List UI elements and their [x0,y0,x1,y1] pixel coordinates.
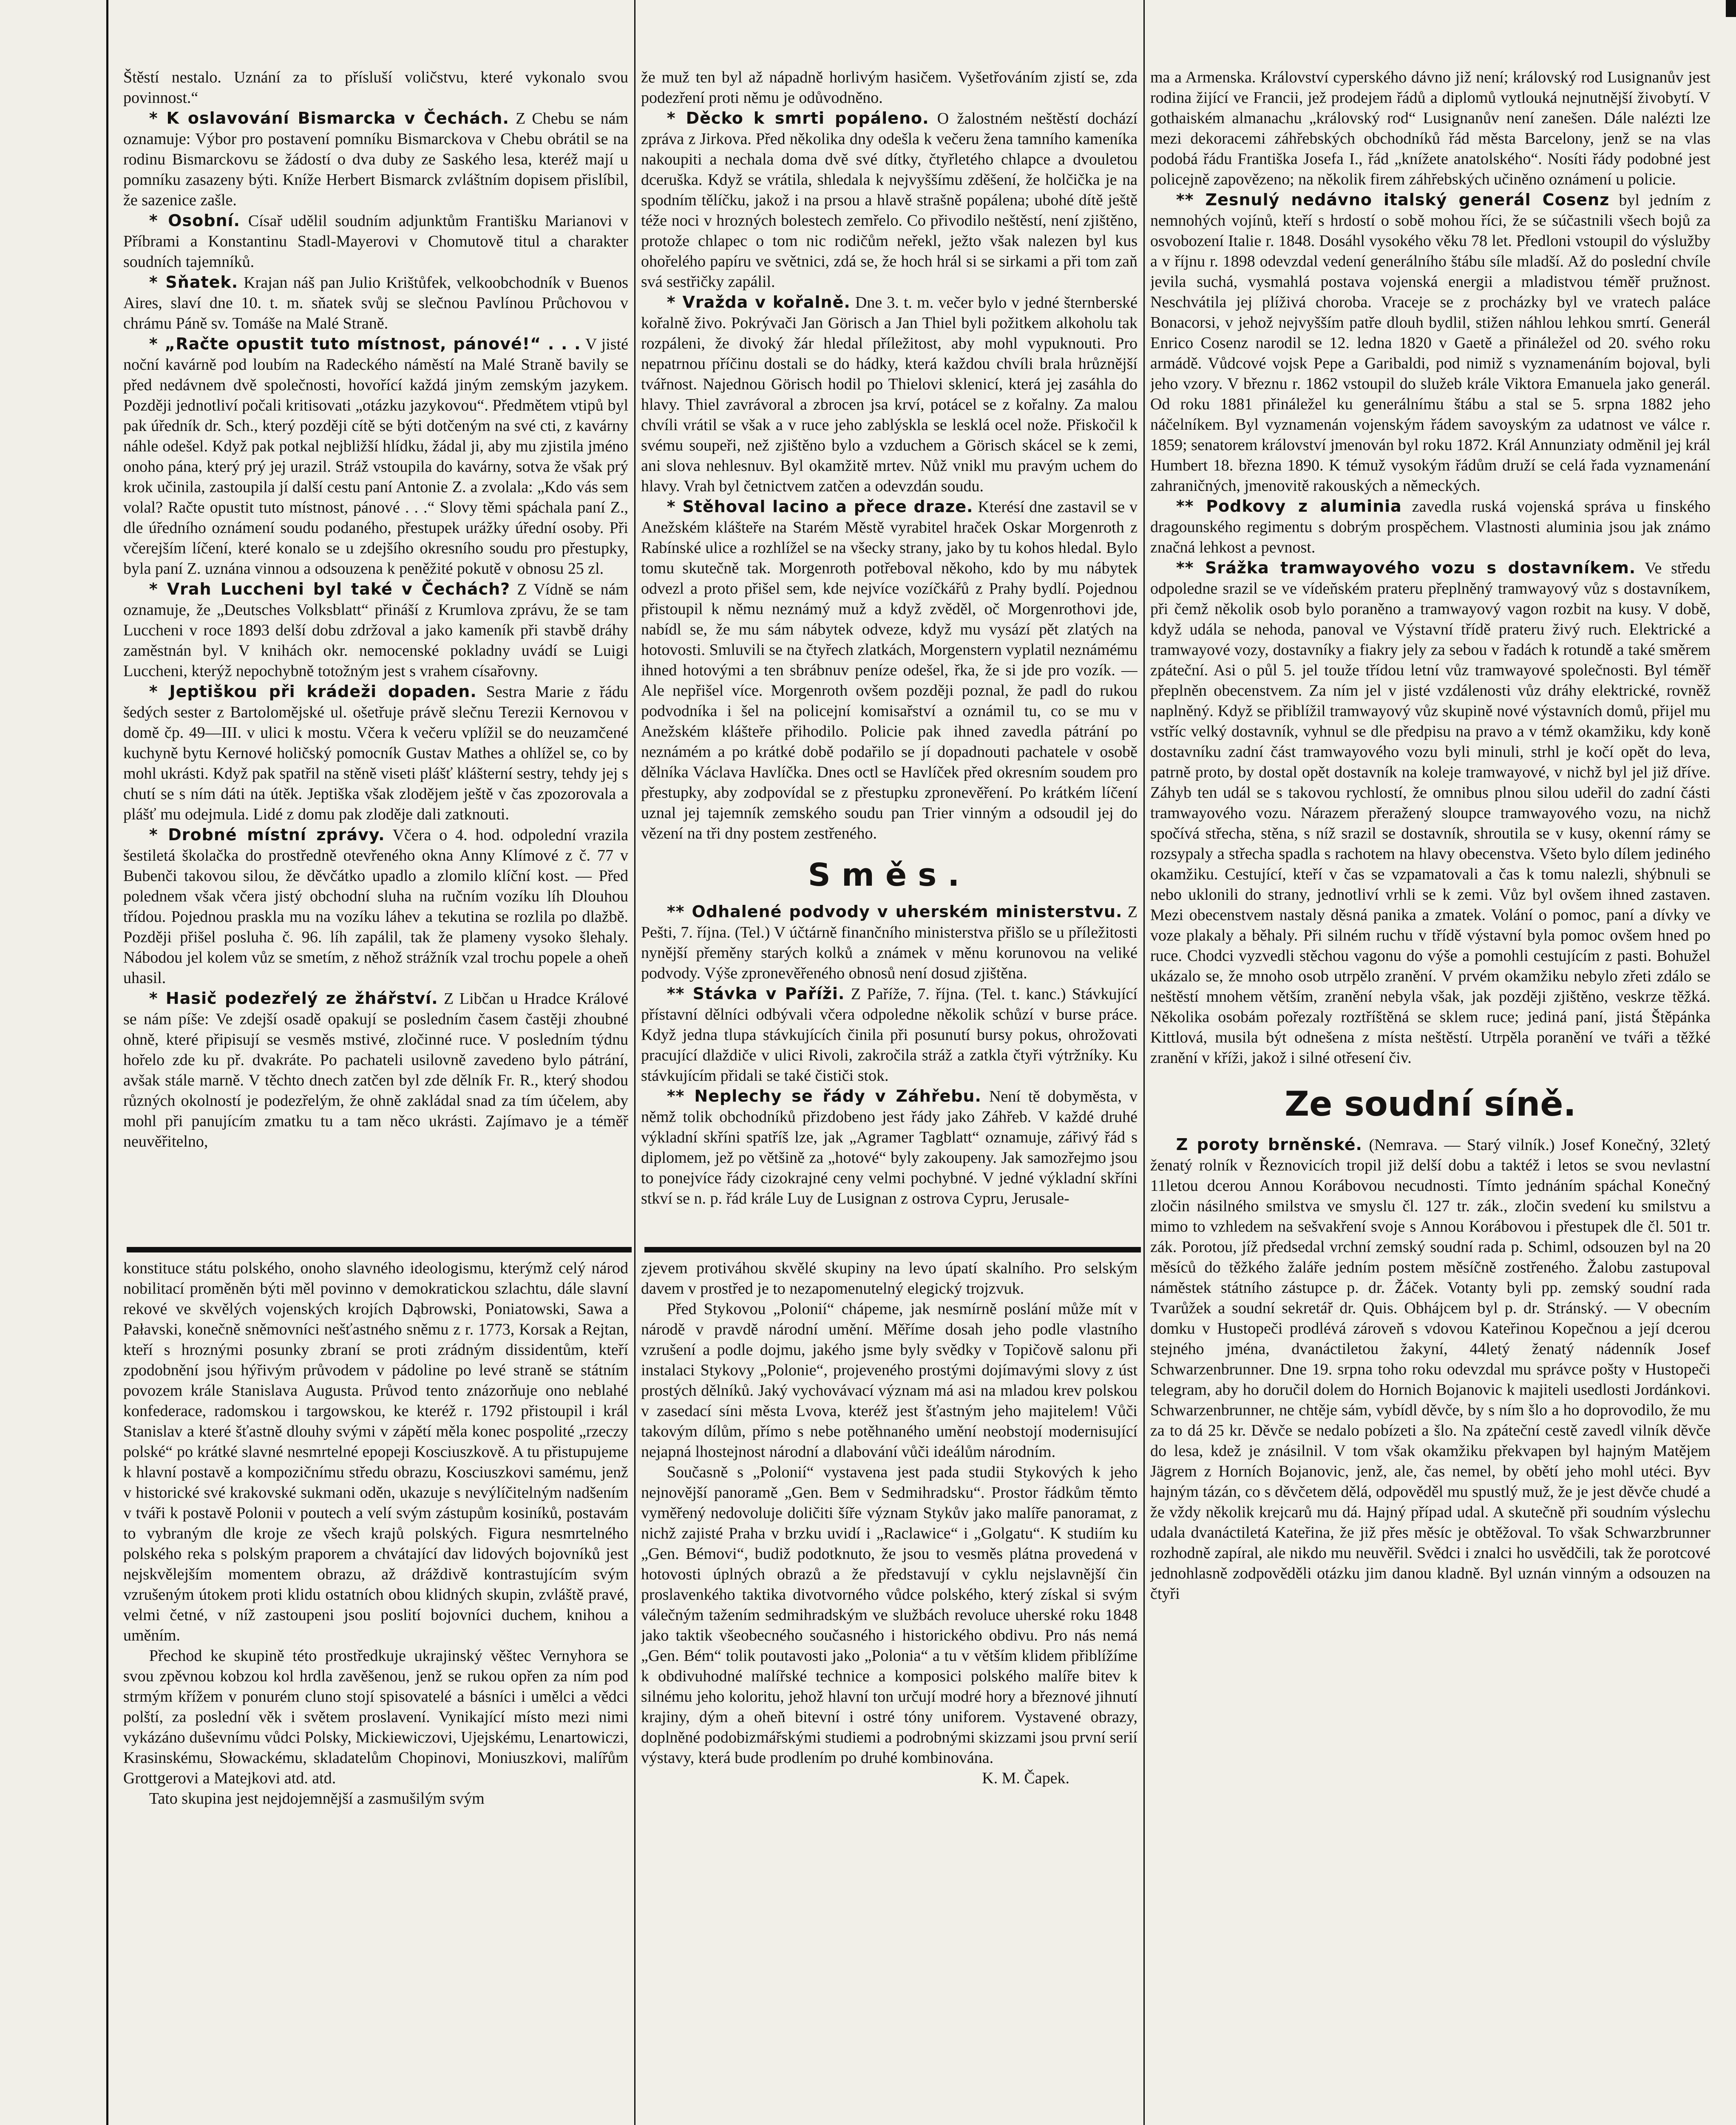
news-item [641,1086,1137,1209]
column-divider-2 [1143,0,1145,2125]
news-item-heading: ** Stávka v Paříži. [667,984,845,1003]
news-item-heading: * Vrah Luccheni byl také v Čechách? [149,580,511,598]
news-item-text: Z Paříže, 7. října. (Tel. t. kanc.) Stávkující přístavní dělníci odbývali včera odpoledne několik schůzí v burse práce. Když jedna tlupa stávkujících činila při posunutí bursy pokus, ohrožovati pracující dlaždiče v ulici Rivoli, zakročila stráž a zatkla čtyři výtržníky. Ku stávkujícím přidali se také čističi stok. [641,985,1137,1085]
news-item [641,1462,1137,1768]
news-item-text: Není tě dobyměsta, v němž tolik obchodníků přizdobeno jest řády jako Záhřeb. V každé druhé výkladní skříni spatříš lze, jak „Agramer Tagblatt“ oznamuje, zářivý řád s diplomem, jež po většině za „hotové“ byly zakoupeny. Jak samozřejmo jsou to ponejvíce řády cizokrajné ceny velmi pochybné. V jedné výkladní skříni stkví se n. p. řád krále Luy de Lusignan z ostrova Cypru, Jerusale- [641,1088,1137,1207]
news-item-heading: * Stěhoval lacino a přece draze. [667,497,973,516]
column-1-top [123,67,628,1244]
news-item-text: Současně s „Polonií“ vystavena jest pada studii Stykových k jeho nejnovější panoramě „Gen. Bem v Sedmihradsku“. Prostor řádkům těmto vyměřený nedovoluje doličiti šíře význam Stykův jako malíře panoramat, z nichž zajisté Praha v brzku uvidí i „Raclawice“ i „Golgatu“. K studiím ku „Gen. Bémovi“, budiž podotknuto, že jsou to vesměs plátna provedená v hotovosti úplných obrazů a že představují v cyklu nejslavnější čin proslavenkého taktika divotvorného vůdce polského, který získal si svým válečným tažením sedmihradským ve službách revoluce uherské roku 1848 jako taktik všeobecného současného i historického obdivu. Pro nás nemá „Gen. Bém“ tolik poutavosti jako „Polonia“ a tu v větším klidem přiblížíme k obdivuhodné malířské technice a komposici polského malíře bitev k silnému jeho koloritu, jehož hlavní ton určují modré hory a březnové jihnutí krajiny, dým a oheň bitevní i ostré tóny uniforem. Vystavené obrazy, doplněné podobizmářskými studiemi a podrobnými skizzami jsou první serií výstavy, která bude prodlením po druhé kombinována. [641,1463,1137,1767]
news-item-text: Z Libčan u Hradce Králové se nám píše: Ve zdejší osadě opakují se posledním časem častěji zhoubné ohně, které připisují se vesměs mstivé, zločinné ruce. V posledním týdnu hořelo zde ku př. dvakráte. Po pachateli usilovně zavedeno bylo pátrání, avšak stále marně. V těchto dnech zatčen byl zde dělník Fr. R., který shodou různých okolností je podezřelým, že ohně zakládal snad za tím účelem, aby mohl při panujícím zmatku tu a tam něco ukrásti. Zajímavo je a téměř neuvěřitelno, [123,990,628,1150]
news-item-text: (Nemrava. — Starý vilník.) Josef Konečný, 32letý ženatý rolník v Řeznovicích tropil již delší dobu a taktéž i letos se svou nevlastní 11letou dcerou Annou Korábovou necudnosti. Tímto jednáním spáchal Konečný zločin násilného smilstva ve smyslu čl. 127 tr. zák., zločin svedení ku smilstvu a mimo to vzhledem na sešvakření svoje s Annou Korábovou i přestupek dle čl. 501 tr. zák. Porotou, jíž předsedal vrchní zemský soudní rada p. Schiml, odsouzen byl na 20 měsíců do těžkého žaláře jedním postem měsíčně zostřeného. Žalobu zastupoval náměstek státního zástupce p. dr. Žáček. Votanty byli pp. zemský soudní rada Tvarůžek a soudní sekretář dr. Quis. Obhájcem byl p. dr. Stránský. — V obecním domku v Hustopeči prodlévá zároveň s vdovou Kateřinou Kopečnou a její dcerou stejného jména, dvanáctiletou žakyní, 44letý ženatý nádenník Josef Schwarzenbrunner. Dne 19. srpna toho roku odevzdal mu správce pošty v Hustopeči telegram, aby ho doručil dolem do Hornich Bojanovic k majiteli usedlosti Jordánkovi. Schwarzenbrunner, ne chtěje sám, vybídl děvče, by s ním šlo a ho doprovodilo, že mu za to dá 25 kr. Děvče se nedalo pobízeti a šlo. Na zpáteční cestě zavedl vilník děvče do lesa, kdež je znásilnil. V tom však okamžiku překvapen byl hajným Matějem Jägrem z Horních Bojanovic, jenž, ale, čas nemel, by obětí jeho mohl utéci. Byv hajným tázán, co s děvčetem dělá, odpověděl mu spustlý muž, že je jest děvče chudé a že vždy několik krejcarů mu dá. Hajný případ udal. A skutečně při soudním výslechu udala dvanáctiletá Kateřina, že již přes měsíc je obtěžoval. To však Schwarzbrunner rozhodně zapíral, ale nikdo mu neuvěřil. Svědci i znalci ho usvědčili, tak že porotcové jednohlasně zodpověděli otázku jim danou kladně. Byl uznán vinným a odsouzen na čtyři [1150,1136,1710,1603]
news-item [123,108,628,210]
news-item [123,1258,628,1646]
section-rule [127,1247,632,1252]
news-item [123,681,628,824]
column-1-feuilleton [123,1258,628,2125]
news-item-text: Sestra Marie z řádu šedých sester z Bartolomějské ul. ošetřuje právě slečnu Terezii Kernovou v domě čp. 49—III. v ulici k mostu. Včera k večeru vplížil se do neuzamčené kuchyně bytu Kernové holičský pomocník Gustav Mathes a ohlížel se, co by mohl ukrásti. Když pak spatřil na stěně viseti plášť klášterní sestry, tehdy jej s chutí se s ním dáti na útěk. Jeptiška však zlodějem ještě v čas zpozorovala a plášť mu odejmula. Lidé z domu pak zloděje dali zatknouti. [123,683,628,823]
news-item [123,67,628,108]
column-3 [1150,67,1710,2125]
news-item-heading: ** Odhalené podvody v uherském ministerstvu. [667,902,1123,921]
news-item [641,108,1137,292]
news-item-heading: * Hasič podezřelý ze žhářství. [149,989,438,1008]
column-2-top [641,67,1137,1244]
news-item-heading: * Sňatek. [149,273,238,292]
news-item [641,1258,1137,1299]
section-heading-court: Ze soudní síně. [1285,1084,1576,1124]
news-item-text: Přechod ke skupině této prostředkuje ukrajinský věštec Vernyhora se svou zpěvnou kobzou kol hrdla zavěšenou, jenž se rukou opřen za ním pod strmým křížem v ponurém cluno stojí spisovatelé a básníci i umělci a vědci polští, za poslední věk i světem proslavení. Vynikající místo mezi nimi vykázáno duševnímu vůdci Polsky, Mickiewiczovi, Ujejskému, Lenartowiczi, Krasinskému, Słowackému, skladatelům Chopinovi, Moniuszkovi, malířům Grottgerovi a Matejkovi atd. atd. [123,1647,628,1787]
news-item [641,67,1137,108]
news-item-text: Dne 3. t. m. večer bylo v jedné šternberské kořalně živo. Pokrývači Jan Görisch a Jan Thiel byli požitkem alkoholu tak rozpáleni, že divoký žár hledal příležitost, aby mohl vypuknouti. Pro nepatrnou příčinu dostali se do hádky, která každou chvíli brala hrůznější tvářnost. Najednou Görisch hodil po Thielovi sklenicí, která jej zasáhla do hlavy. Thiel zavrávoral a zbrocen jsa krví, potácel se z kořalny. Za malou chvíli vrátil se však a v ruce jeho zablýskla se lesklá ocel nože. Přiskočil k svému soupeři, než zjištěno bylo a vzduchem a Görisch skácel se k zemi, ani slova nehlesnuv. Byl okamžitě mrtev. Nůž vnikl mu pravým uchem do hlavy. Vrah byl četnictvem zatčen a odevzdán soudu. [641,294,1137,495]
news-item-text: O žalostném neštěstí dochází zpráva z Jirkova. Před několika dny odešla k večeru žena tamního kameníka nakoupiti a nechala doma dvě své dítky, čtyřletého chlapce a dvouletou dceruška. Když se vrátila, shledala k nejvyššímu zděšení, že holčička je na spodním tělíčku, jakož i na prsou a hlavě strašně popálena; ubohé dítě ještě téže noci v hrozných bolestech zemřelo. Co přivodilo neštěstí, není zjištěno, protože chlapec o tom nic rodičům neřekl, ježto však nalezen byl kus ohořelého papíru ve světnici, zdá se, že hoch hrál si se sirkami a při tom zaň svá sestřičky zapálil. [641,110,1137,291]
news-item-heading: * „Račte opustit tuto místnost, pánové!“ . . . [149,334,581,353]
left-page-edge [106,0,108,2125]
news-item-text: Krajan náš pan Julio Krištůfek, velkoobchodník v Buenos Aires, slaví dne 10. t. m. sňatek svůj se slečnou Pavlínou Průchovou v chrámu Páně sv. Tomáše na Malé Straně. [123,274,628,332]
section-heading-smes: Směs. [808,857,971,893]
news-item-heading: ** Zesnulý nedávno italský generál Cosenz [1176,190,1610,209]
news-item-text: Z Chebu se nám oznamuje: Výbor pro postavení pomníku Bismarckova v Chebu obrátil se na rodinu Bismarckovu se žádostí o dva duby ze Saského lesa, kteréž mají u pomníku zasazeny býti. Kníže Herbert Bismarck zvláštním dopisem přislíbil, že sazenice zašle. [123,110,628,209]
news-item [123,988,628,1152]
news-item-heading: ** Neplechy se řády v Záhřebu. [667,1087,981,1105]
news-item [123,334,628,579]
news-item-text: Ve středu odpoledne srazil se ve vídeňském prateru přeplněný tramwayový vůz s dostavníkem, při čemž několik osob bylo poraněno a tramwayový vagon rozbit na kusy. V době, když udála se nehoda, panoval ve Výstavní třídě prateru živý ruch. Elektrické a tramwayové vozy, dostavníky a fiakry jely za sebou v řadách k rotundě a také směrem zpáteční. Asi o půl 5. jel touže třídou letní vůz tramwayové společnosti. Byl téměř přeplněn obecenstvem. Za ním jel v jisté vzdálenosti vůz dráhy elektrické, rovněž naplněný. Když se přiblížil tramwayový vůz skupině nové výstavních domů, přijel mu vstříc velký dostavník, vyhnul se dle předpisu na pravo a v témž okamžiku, kdy koně dostavníku zadní část tramwayového vozu byli minuli, strhl je kočí opět do leva, patrně proto, by dostal opět dostavník na koleje tramwayové, v nichž byl jel již dříve. Záhyb ten udál se s takovou rychlostí, že omnibus plnou silou udeřil do zadní části tramwayového vozu. Nárazem přeražený sloupce tramwayového vozu, na nichž spočívá střecha, stěna, s níž srazil se dostavník, shroutila se v kusy, okenní rámy se rozsypaly a střecha spadla s rachotem na hlavy obecenstva. Všeto bylo dílem jediného okamžiku. Cestující, kteří v čas se vzpamatovali a čas k tomu nalezli, shýbnuli se nebo uklonili do strany, jednotliví vrhli se k zemi. Vůz byl ovšem ihned zastaven. Mezi obecenstvem nastaly děsná panika a zmatek. Volání o pomoc, paní a dívky ve voze plakaly a běhaly. Při silném ruchu v třídě výstavní byla pomoc ovšem hned po ruce. Chodci vyzvedli stěchou vagonu do výše a pomohli cestujícím z pasti. Bohužel ukázalo se, že mnoho osob utrpělo zranění. V prvém okamžiku nebylo zřeti zdálo se neštěstí mnohem větším, zranění nebyla však, jak později zjištěno, veskrze těžká. Několika osobám pořezaly roztříštěná se sklem ruce; jediná paní, jistá Štěpánka Kittlová, musila být odnešena z místa neštěstí. Utrpěla poranění ve tváři a těžké zranění v kříži, jakož i silné otřesení čiv. [1150,559,1710,1067]
news-item-heading: Z poroty brněnské. [1176,1135,1362,1154]
news-item [641,983,1137,1086]
news-item [123,579,628,681]
news-item-text: konstituce státu polského, onoho slavného ideologismu, kterýmž celý národ nobilitací proměněn býti měl povinno v demokratickou szlachtu, dále slavní rekové ve skvělých vojenských krojích Dąbrowski, Poniatowski, Sawa a Pałavski, konečně sněmovníci nešťastného sněmu z r. 1773, Korsak a Rejtan, kteří s hroznými posunky zbraní se proti zrádným dissidentům, kteří zpodobnění jsou hýřivým průvodem v pádoline po levé straně se státním povozem krále Stanislava Augusta. Průvod tento znázorňuje ono neblahé konfederace, radomskou i targowskou, ke kteréž r. 1792 přistoupil i král Stanislav a které šťastně dlouhy svými v zápětí měla konec pospolité „rzeczy polské“ po krátké slavné nesmrtelné epopeji Kosciuszkově. A tu přistupujeme k hlavní postavě a kompozičnímu středu obrazu, Kosciuszkovi samému, jenž v historické své krakovské sukmani oděn, ukazuje s nevýlíčitelným nadšením v tváři k postavě Polonii v poutech a velí svým zástupům kosiníků, postavám to vybraným dle kroje ze všech krajů polských. Figura nesmrtelného polského reka s polským praporem a chvátající dav lidových bojovníků jest nejskvělejším momentem obrazu, až dráždivě kontrastujícím svým vzrušeným útokem proti klidu ostatních obou klidných skupin, zvláště pravé, velmi četné, v níž zastoupeni jsou poslití bojovníci duchem, knihou a uměním. [123,1259,628,1644]
news-item-heading: * Jeptiškou při krádeži dopaden. [149,682,477,701]
news-item-heading: * Vražda v kořalně. [667,293,851,312]
news-item-heading: ** Srážka tramwayového vozu s dostavníkem. [1176,558,1636,577]
news-item [123,824,628,988]
news-item [123,272,628,334]
news-item-text: V jisté noční kavárně pod loubím na Radeckého náměstí na Malé Straně bavily se před nedávnem dvě společnosti, hovořící každá jiným zemským jazykem. Později jednotliví počali kritisovati „otázku jazykovou“. Předmětem vtipů byl pak úředník dr. Sch., který později cítě se býti dotčeným na své cti, z kavárny náhle odešel. Když pak potkal nejbližší hlídku, žádal ji, aby mu zjistila jméno onoho pána, který prý jej urazil. Stráž vstoupila do kavárny, sotva že však prý krok učinila, zastoupila jí další cestu paní Antonie Z. a zvolala: „Kdo vás sem volal? Račte opustit tuto místnost, pánové . . .“ Slovy těmi spáchala paní Z., dle úředního oznámení soudu podaného, přestupek urážky úřední osoby. Při včerejším líčení, které konalo se u zdejšího okresního soudu pro přestupky, byla paní Z. uznána vinnou a odsouzena k peněžité pokutě v obnosu 25 zl. [123,335,628,578]
news-item [123,1788,628,1809]
news-item [641,1299,1137,1462]
news-item-text: zavedla ruská vojenská správa u finského dragounského regimentu s dobrým prospěchem. Vlastnosti aluminia jsou jak známo značná lehkost a pevnost. [1150,498,1710,556]
news-item-text: Tato skupina jest nejdojemnější a zasmušilým svým [149,1790,485,1808]
news-item-text: Kterésí dne zastavil se v Anežském klášteře na Starém Městě vyrabitel hraček Oskar Morgenroth z Rabínské ulice a rozhlížel se na všecky strany, jako by tu kohos hledal. Bylo tomu skutečně tak. Morgenroth potřeboval někoho, kdo by mu nábytek odvezl a proto přišel sem, kde nejvíce vozíčkářů z Prahy bydlí. Pojednou přistoupil k němu neznámý muž a když zvěděl, oč Morgenrothovi jde, nabídl se, že mu sám nábytek odveze, když mu vysází pět zlatých na hotovosti. Smluvili se na čtyřech zlatkách, Morgenstern vyplatil neznámému ihned hotovými a ten sbrábnuv peníze odešel, řka, že si jde pro vozík. — Ale nepřišel více. Morgenroth ovšem později poznal, že padl do rukou podvodníka i šel na policejní komisařství a oznámil tu, co se mu v Anežském klášteře přihodilo. Policie pak ihned zavedla pátrání po neznámém a po krátké době podařilo se jí dopadnouti pachatele v osobě dělníka Václava Havlíčka. Dnes octl se Havlíček před okresním soudem pro přestupky, aby zodpovídal se z přestupku zpronevěření. Po krátkém líčení uznal jej tajemník zemského soudu pan Trier vinným a odsoudil jej do vězení na tři dny postem zestřeného. [641,498,1137,842]
news-item-text: Štěstí nestalo. Uznání za to přísluší voličstvu, které vykonalo svou povinnost.“ [123,68,628,107]
news-item-text: Před Stykovou „Polonií“ chápeme, jak nesmírně poslání může mít v národě v pravdě národní umění. Měříme dosah jeho podle vlastního vzrušení a podle dojmu, jakého jsme byly svědky v Topičově salonu při instalaci Stykovy „Polonie“, projeveného prostými dojímavými slovy z úst prostých dělníků. Jaký vychovávací význam má asi na mladou krev polskou v zasedací síni města Lvova, kteréž jest šťastným jeho majitelem! Vůči takovým dílům, přímo s nebe potěhnaného umění neobstojí modernisující nejapná lhostejnost národní a dlabování vůči ideálům národním. [641,1300,1137,1461]
news-item-text: zjevem protiváhou skvělé skupiny na levo úpatí skalního. Pro selským davem v prostřed je to nezapomenutelný elegický trojzvuk. [641,1259,1137,1298]
news-item-text: Císař udělil soudním adjunktům Františku Marianovi v Příbrami a Konstantinu Stadl-Mayerovi v Chomutově titul a charakter soudních tajemníků. [123,212,628,271]
news-item [1150,496,1710,558]
news-item-text: byl jedním z nemnohých vojínů, kteří s hrdostí o sobě mohou říci, že se súčastnili všech bojů za osvobození Italie r. 1848. Dosáhl vysokého věku 78 let. Předloni vstoupil do výslužby a v říjnu r. 1898 odevzdal vedení generálního štábu síle mladší. Až do poslední chvíle jevila suchá, vysmahlá postava vojenská energii a mladistvou téměř pružnost. Neschvátila jej plíživá choroba. Vraceje se z procházky byl ve vratech paláce Bonacorsi, v jehož nejvyšším patře dlouh bydlil, stižen náhlou lehkou smrtí. Generál Enrico Cosenz narodil se 12. ledna 1820 v Gaetě a přináležel od 20. svého roku armádě. Vůdcové vojsk Pepe a Garibaldi, pod nimiž s vyznamenáním bojoval, byli jeho vzory. V březnu r. 1862 vstoupil do služeb krále Viktora Emanuela jako generál. Od roku 1881 přináležel ku generálnímu štábu a stal se 5. srpna 1882 jeho náčelníkem. Byl vyznamenán vojenským řádem savoyským za udatnost ve válce r. 1859; senatorem království jmenován byl roku 1872. Král Annunziaty odměnil jej král Humbert 18. března 1890. K témuž vysokým řádům druží se celá řada vyznamenání zahraničných, jmenovitě rakouských a německých. [1150,191,1710,495]
news-item-heading: * Děcko k smrti popáleno. [667,109,929,128]
news-item [123,210,628,272]
news-item [1150,558,1710,1068]
column-divider-1 [634,0,635,2125]
news-item-text: Z Vídně se nám oznamuje, že „Deutsches Volksblatt“ přináší z Krumlova zprávu, že se tam Luccheni v roce 1893 delší dobu zdržoval a jako kameník při stavbě dráhy zaměstnán byl. V knihách okr. nemocenské pokladny uvádí se Luigi Luccheni, kterýž nepochybně totožným jest s vrahem císařovny. [123,581,628,680]
news-item-text: Včera o 4. hod. odpolední vrazila šestiletá školačka do prostředně otevřeného okna Anny Klímové z č. 77 v Bubenči takovou silou, že děvčátko upadlo a zlomilo klíční kost. — Před polednem však včera jistý obchodní sluha na ručním vozíku líh Dlouhou třídou. Pojednou praskla mu na vozíku láhev a tekutina se rozlila po dlažbě. Později přišel posluha č. 96. líh zapálil, tak že plameny vysoko šlehaly. Nábodou jel kolem vůz se smetím, z něhož strážník vzal trochu popele a oheň uhasil. [123,826,628,987]
news-item [641,292,1137,496]
section-rule [644,1247,1141,1252]
news-item [641,901,1137,983]
news-item [123,1646,628,1788]
news-item-heading: * Osobní. [149,211,240,230]
news-item [1150,67,1710,190]
news-item [1150,190,1710,496]
column-2-feuilleton [641,1258,1137,2125]
news-item-text: že muž ten byl až nápadně horlivým hasičem. Vyšetřováním zjistí se, zda podezření proti němu je odůvodněno. [641,68,1137,107]
author-signature: K. M. Čapek. [982,1769,1069,1787]
news-item-heading: * Drobné místní zprávy. [149,825,385,844]
news-item-heading: ** Podkovy z aluminia [1176,497,1402,516]
news-item-text: Z Pešti, 7. října. (Tel.) V účtárně finančního ministerstva přišlo se u příležitosti nynější přeměny starých kolků a známek v měnu korunovou na veliké podvody. Výše zpronevěřeného obnosů není dosud zjištěna. [641,903,1137,982]
page-edge-mark [1726,0,1736,17]
news-item [1150,1134,1710,1604]
news-item-heading: * K oslavování Bismarcka v Čechách. [149,109,509,128]
news-item [641,496,1137,844]
news-item-text: ma a Armenska. Království cyperského dávno již není; královský rod Lusignanův jest rodina žijící ve Francii, jež prodejem řádů a diplomů vytlouká nejnutnější živobytí. V gothaiském almanachu „královský rod“ Lusignanův není zanešen. Dále nalézti lze mezi dekoracemi záhřebských obchodníků řád města Barcelony, jenž se na vlas podobá řádu Františka Josefa I., řád „knížete anatolského“. Nosíti řády podobné jest policejně zapovězeno; na několik firem záhřebských učiněno oznámení u policie. [1150,68,1710,188]
